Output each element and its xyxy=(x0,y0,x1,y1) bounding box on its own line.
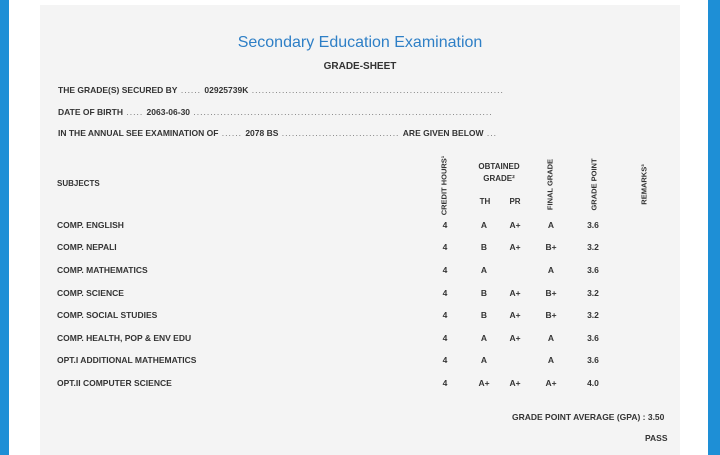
credit-hours-cell: 4 xyxy=(442,310,448,320)
subject-cell: OPT.II COMPUTER SCIENCE xyxy=(57,378,172,388)
dob-label: DATE OF BIRTH xyxy=(58,107,124,117)
table-row xyxy=(0,288,720,300)
practical-grade-cell: A+ xyxy=(509,378,521,388)
theory-grade-cell: B xyxy=(480,242,488,252)
grade-point-cell: 3.6 xyxy=(587,333,599,343)
table-row xyxy=(0,310,720,322)
credit-hours-cell: 4 xyxy=(442,378,448,388)
theory-grade-cell: A xyxy=(480,220,488,230)
subject-cell: COMP. NEPALI xyxy=(57,242,117,252)
subject-cell: COMP. SCIENCE xyxy=(57,288,124,298)
practical-grade-cell: A+ xyxy=(509,220,521,230)
exam-line: IN THE ANNUAL SEE EXAMINATION OF ...... 2078 BS ................................... ARE GIVEN BELOW ... xyxy=(58,128,498,138)
subjects-header: SUBJECTS xyxy=(57,179,100,188)
grade-point-cell: 3.2 xyxy=(587,310,599,320)
th-header: TH xyxy=(479,197,491,206)
credit-hours-cell: 4 xyxy=(442,288,448,298)
final-grade-cell: B+ xyxy=(545,242,557,252)
final-grade-cell: A xyxy=(547,220,555,230)
subject-cell: COMP. HEALTH, POP & ENV EDU xyxy=(57,333,192,343)
credit-hours-cell: 4 xyxy=(442,220,448,230)
subject-cell: OPT.I ADDITIONAL MATHEMATICS xyxy=(57,355,197,365)
page-title: Secondary Education Examination xyxy=(237,34,483,51)
table-row xyxy=(0,265,720,277)
credit-hours-header: CREDIT HOURS¹ xyxy=(439,155,449,216)
dob-value: 2063-06-30 xyxy=(146,107,191,117)
dob-line: DATE OF BIRTH ..... 2063-06-30 ......................................................................................... xyxy=(58,107,493,117)
grade-secured-line: THE GRADE(S) SECURED BY ...... 02925739K ........................................................................... xyxy=(58,85,504,95)
final-grade-cell: B+ xyxy=(545,310,557,320)
sheet-subtitle: GRADE-SHEET xyxy=(323,61,397,72)
subject-cell: COMP. MATHEMATICS xyxy=(57,265,148,275)
theory-grade-cell: A+ xyxy=(478,378,490,388)
final-grade-cell: A xyxy=(547,355,555,365)
theory-grade-cell: A xyxy=(480,265,488,275)
final-grade-cell: A xyxy=(547,333,555,343)
table-row xyxy=(0,355,720,367)
final-grade-cell: A+ xyxy=(545,378,557,388)
final-grade-cell: B+ xyxy=(545,288,557,298)
grade-point-header: GRADE POINT xyxy=(589,158,599,211)
result-status: PASS xyxy=(645,433,668,443)
grade-point-cell: 4.0 xyxy=(587,378,599,388)
practical-grade-cell: A+ xyxy=(509,310,521,320)
theory-grade-cell: A xyxy=(480,333,488,343)
subject-cell: COMP. ENGLISH xyxy=(57,220,124,230)
table-row xyxy=(0,333,720,345)
table-row xyxy=(0,220,720,232)
theory-grade-cell: B xyxy=(480,310,488,320)
table-row xyxy=(0,242,720,254)
practical-grade-cell: A+ xyxy=(509,333,521,343)
theory-grade-cell: A xyxy=(480,355,488,365)
grade-point-cell: 3.2 xyxy=(587,242,599,252)
exam-year: 2078 BS xyxy=(245,128,279,138)
exam-label: IN THE ANNUAL SEE EXAMINATION OF xyxy=(58,128,219,138)
gpa-summary: GRADE POINT AVERAGE (GPA) : 3.50 xyxy=(512,412,665,422)
pr-header: PR xyxy=(509,197,521,206)
obtained-grade-header: OBTAINED GRADE² xyxy=(478,162,520,183)
credit-hours-cell: 4 xyxy=(442,265,448,275)
table-row xyxy=(0,378,720,390)
practical-grade-cell: A+ xyxy=(509,288,521,298)
credit-hours-cell: 4 xyxy=(442,355,448,365)
grade-point-cell: 3.6 xyxy=(587,355,599,365)
subject-cell: COMP. SOCIAL STUDIES xyxy=(57,310,158,320)
symbol-number: 02925739K xyxy=(204,85,249,95)
grade-secured-label: THE GRADE(S) SECURED BY xyxy=(58,85,178,95)
theory-grade-cell: B xyxy=(480,288,488,298)
credit-hours-cell: 4 xyxy=(442,242,448,252)
practical-grade-cell: A+ xyxy=(509,242,521,252)
final-grade-header: FINAL GRADE xyxy=(545,158,555,211)
credit-hours-cell: 4 xyxy=(442,333,448,343)
remarks-header: REMARKS³ xyxy=(639,164,649,205)
grade-point-cell: 3.2 xyxy=(587,288,599,298)
grade-point-cell: 3.6 xyxy=(587,265,599,275)
final-grade-cell: A xyxy=(547,265,555,275)
grade-point-cell: 3.6 xyxy=(587,220,599,230)
exam-suffix: ARE GIVEN BELOW xyxy=(402,128,484,138)
